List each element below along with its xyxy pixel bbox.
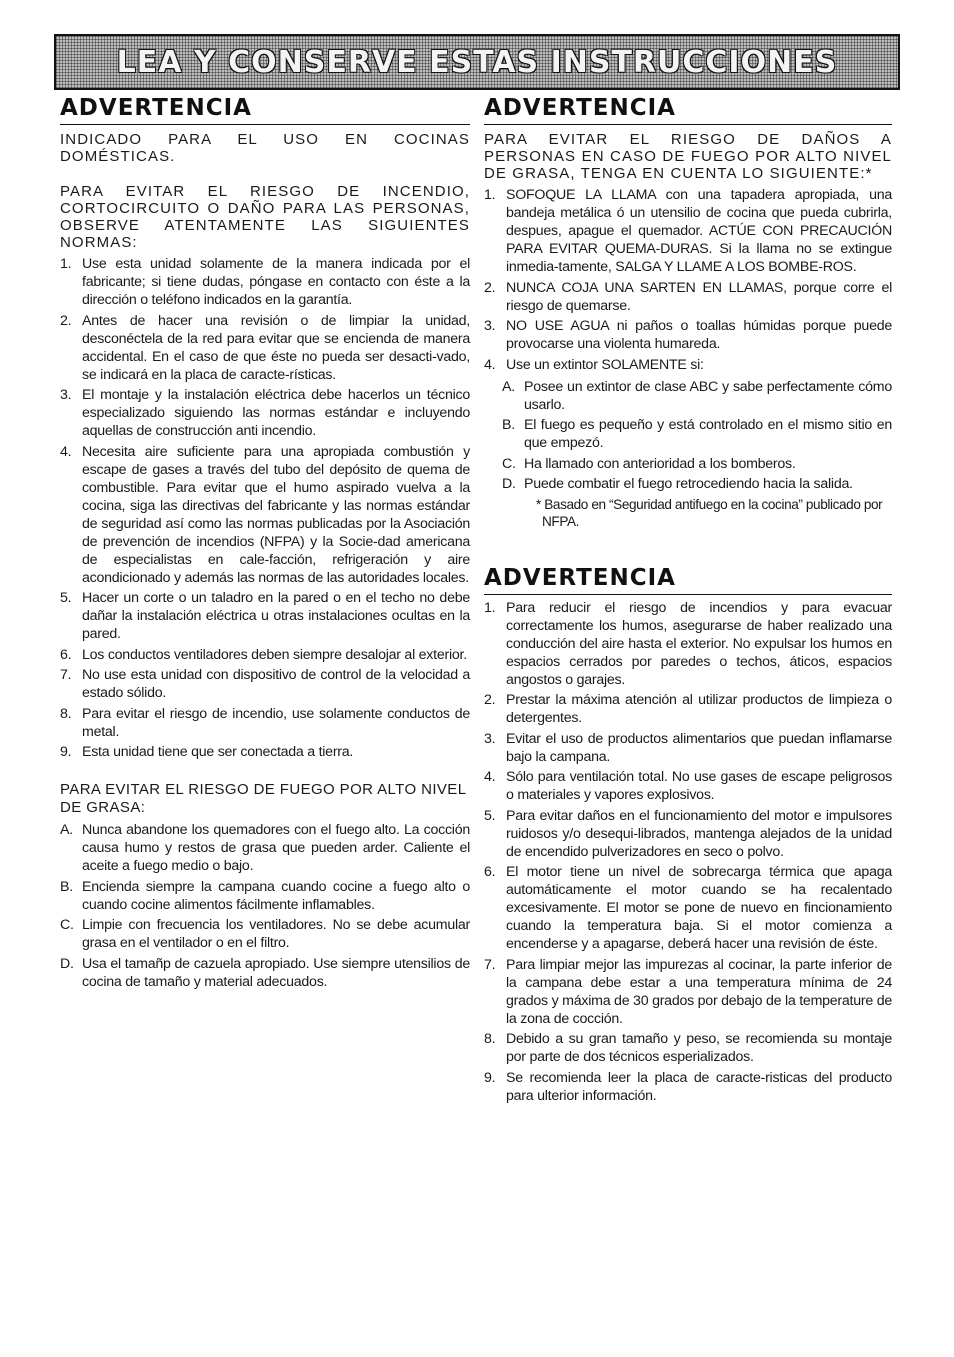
- list-item-text: Puede combatir el fuego retrocediendo hacia la salida.: [524, 476, 853, 492]
- fire-response-list: [484, 186, 892, 374]
- list-item-text: Ha llamado con anterioridad a los bomberos.: [524, 455, 796, 472]
- list-item-number: 8.: [484, 1031, 496, 1047]
- list-item: [484, 186, 892, 276]
- ventilation-rules-list: [484, 599, 892, 1105]
- list-item-text: Evitar el uso de productos alimentarios que puedan inflamarse bajo la campana.: [506, 730, 892, 765]
- list-item-number: D.: [60, 955, 74, 972]
- list-item: [484, 691, 892, 727]
- list-item-number: A.: [60, 822, 73, 838]
- list-item-text: El montaje y la instalación eléctrica debe hacerlos un técnico especializado siguiendo las normas estándar e incluyendo aquellas de construcción anti incendio.: [82, 387, 470, 439]
- list-item-number: 3.: [60, 387, 72, 403]
- instructions-banner: [54, 34, 900, 90]
- list-item-number: 8.: [60, 705, 72, 722]
- warning-heading: ADVERTENCIA: [484, 90, 892, 125]
- list-item-text: No use esta unidad con dispositivo de control de la velocidad a estado sólido.: [82, 667, 470, 701]
- list-item: [60, 743, 470, 761]
- list-item: [484, 1069, 892, 1105]
- list-item-text: SOFOQUE LA LLAMA con una tapadera apropiada, una bandeja metálica ó un utensilio de cocina que pueda cubrirla, despues, apague el quemador. ACTÚE CON PRECAUCIÓN PARA EVITAR QUEMA-DURAS. Si la llama no se extingue inmedia-tamente, SALGA Y LLAME A LOS BOMBE-ROS.: [506, 187, 892, 275]
- list-item-number: D.: [502, 476, 516, 492]
- nfpa-footnote: * Basado en “Seguridad antifuego en la cocina” publicado por NFPA.: [536, 496, 883, 529]
- list-item-text: Para reducir el riesgo de incendios y para evacuar correctamente los humos, asegurarse de haber realizado una conducción del aire hasta el exterior. No expulsar los humos en espacios cerrados por paredes o techos, áticos, espacios angostos o garajes.: [506, 599, 892, 688]
- list-item: [484, 863, 892, 953]
- list-item: [60, 666, 470, 702]
- list-item-number: 2.: [484, 279, 496, 296]
- list-item-text: Nunca abandone los quemadores con el fuego alto. La cocción causa humo y restos de grasa que pueden arder. Caliente el aceite a fuego medio o bajo.: [82, 822, 470, 874]
- list-item-text: El motor tiene un nivel de sobrecarga térmica que apaga automáticamente el motor cuando se ha recalentado excesivamente. El motor se pone de nuevo en fincionamiento cuando la temperatura baja. Si el motor comienza a encenderse y a apagarse, deberá hacer una revisión de éste.: [506, 864, 892, 952]
- list-item-number: 9.: [484, 1069, 496, 1086]
- list-item: [60, 821, 470, 875]
- list-item-number: 7.: [60, 667, 72, 683]
- list-item: [60, 443, 470, 587]
- list-item: [484, 378, 892, 414]
- list-item: [60, 589, 470, 643]
- list-item-number: 1.: [484, 187, 496, 203]
- list-item-text: Usa el tamañp de cazuela apropiado. Use siempre utensilios de cocina de tamaño y material adecuados.: [82, 955, 470, 990]
- list-item: [60, 646, 470, 664]
- list-item-number: 3.: [484, 318, 496, 334]
- list-item-number: A.: [502, 378, 515, 395]
- intro-text: INDICADO PARA EL USO EN COCINAS DOMÉSTICAS.: [60, 131, 470, 165]
- list-item: [484, 1030, 892, 1066]
- intro-text: PARA EVITAR EL RIESGO DE DAÑOS A PERSONAS EN CASO DE FUEGO POR ALTO NIVEL DE GRASA, TENGA EN CUENTA LO SIGUIENTE:*: [484, 131, 892, 182]
- list-item: [484, 599, 892, 689]
- list-item: [60, 878, 470, 914]
- left-column: [60, 90, 470, 993]
- list-item-text: Esta unidad tiene que ser conectada a tierra.: [82, 744, 354, 760]
- list-item: [60, 312, 470, 384]
- list-item-text: Hacer un corte o un taladro en la pared o en el techo no debe dañar la instalación eléctrica u otras instalaciones ocultas en la pared.: [82, 590, 470, 642]
- list-item-number: 1.: [484, 599, 496, 616]
- list-item-number: 1.: [60, 256, 72, 272]
- list-item-number: 5.: [484, 807, 496, 824]
- extinguisher-conditions-list: [484, 378, 892, 494]
- list-item-number: 4.: [60, 443, 72, 460]
- grease-fire-list: [60, 821, 470, 991]
- warning-heading: ADVERTENCIA: [60, 90, 470, 125]
- list-item: [484, 416, 892, 452]
- list-item: [60, 955, 470, 991]
- list-item-number: 2.: [60, 312, 72, 329]
- list-item-number: 3.: [484, 730, 496, 747]
- list-item-number: C.: [502, 455, 516, 472]
- list-item-text: Debido a su gran tamaño y peso, se recomienda su montaje por parte de dos técnicos esperializados.: [506, 1031, 892, 1065]
- list-item-text: Necesita aire suficiente para una apropiada combustión y escape de gases a través del tubo del depósito de quema de combustible. Para evitar que el humo aspirado vuelva a la cocina, siga las directivas del fabricante y las normas estándar de seguridad así como las normas publicadas por la Asociación de prevención de incendios (NFPA) y la Socie-dad americana de especialistas en cale-facción, refrigeración y aire acondicionado y además las normas de las autoridades locales.: [82, 443, 470, 586]
- list-item-number: 6.: [484, 864, 496, 880]
- list-item-number: 2.: [484, 692, 496, 708]
- list-item-text: Antes de hacer una revisión o de limpiar la unidad, desconéctela de la red para evitar que se encienda de manera accidental. En el caso de que éste no pueda ser desacti-vado, se indicará en la placa de caracte-rísticas.: [82, 312, 470, 383]
- list-item-number: 6.: [60, 646, 72, 663]
- list-item-number: B.: [502, 417, 515, 433]
- list-item-text: Encienda siempre la campana cuando cocine a fuego alto o cuando cocine alimentos fácilmente inflamables.: [82, 878, 470, 913]
- list-item-text: Prestar la máxima atención al utilizar productos de limpieza o detergentes.: [506, 692, 892, 726]
- list-item-text: Limpie con frecuencia los ventiladores. No se debe acumular grasa en el ventilador o en el filtro.: [82, 917, 470, 951]
- list-item: [60, 255, 470, 309]
- list-item-number: C.: [60, 917, 74, 933]
- grease-fire-subheading: PARA EVITAR EL RIESGO DE FUEGO POR ALTO NIVEL DE GRASA:: [60, 781, 466, 816]
- list-item: [484, 956, 892, 1028]
- list-item-number: 5.: [60, 590, 72, 606]
- list-item-number: 4.: [484, 356, 496, 373]
- list-item-text: NO USE AGUA ni paños o toallas húmidas porque puede provocarse una violenta humareda.: [506, 318, 892, 352]
- list-item-number: B.: [60, 878, 73, 895]
- list-item-text: Para limpiar mejor las impurezas al cocinar, la parte inferior de la campana debe estar a una temperatura mínima de 24 grados y máxima de 30 grados por debajo de la temperature de la zona de cocción.: [506, 956, 892, 1027]
- list-item-text: Sólo para ventilación total. No use gases de escape peligrosos o materiales y vapores explosivos.: [506, 769, 892, 803]
- right-column: [484, 90, 892, 1107]
- list-item: [484, 356, 892, 374]
- list-item-text: Los conductos ventiladores deben siempre desalojar al exterior.: [82, 646, 467, 663]
- list-item: [60, 705, 470, 741]
- list-item-text: Para evitar el riesgo de incendio, use solamente conductos de metal.: [82, 705, 470, 740]
- banner-title: LEA Y CONSERVE ESTAS INSTRUCCIONES: [116, 44, 838, 80]
- list-item-text: El fuego es pequeño y está controlado en el mismo sitio en que empezó.: [524, 417, 892, 451]
- list-item: [484, 317, 892, 353]
- list-item-number: 9.: [60, 744, 72, 760]
- list-item: [484, 730, 892, 766]
- list-item-text: NUNCA COJA UNA SARTEN EN LLAMAS, porque corre el riesgo de quemarse.: [506, 279, 892, 314]
- list-item: [484, 279, 892, 315]
- list-item: [484, 455, 892, 473]
- list-item-text: Para evitar daños en el funcionamiento del motor e impulsores ruidosos y/o desequi-librados, mantenga alejados de la unidad de encendido pulverizadores en seco o polvo.: [506, 807, 892, 860]
- warning-heading: ADVERTENCIA: [484, 560, 892, 595]
- list-item: [60, 916, 470, 952]
- list-item-text: Use un extintor SOLAMENTE si:: [506, 356, 704, 373]
- list-item: [484, 807, 892, 861]
- list-item-text: Se recomienda leer la placa de caracte-risticas del producto para ulterior información.: [506, 1069, 892, 1104]
- list-item-text: Use esta unidad solamente de la manera indicada por el fabricante; si tiene dudas, póngase en contacto con éste a la dirección o teléfono indicados en la garantía.: [82, 256, 470, 308]
- list-item-text: Posee un extintor de clase ABC y sabe perfectamente cómo usarlo.: [524, 378, 892, 413]
- list-item-number: 7.: [484, 956, 496, 973]
- list-item: [484, 475, 892, 493]
- list-item: [60, 386, 470, 440]
- safety-rules-list: [60, 255, 470, 761]
- list-item-number: 4.: [484, 769, 496, 785]
- list-item: [484, 768, 892, 804]
- intro-text: PARA EVITAR EL RIESGO DE INCENDIO, CORTOCIRCUITO O DAÑO PARA LAS PERSONAS, OBSERVE ATENTAMENTE LAS SIGUIENTES NORMAS:: [60, 183, 470, 251]
